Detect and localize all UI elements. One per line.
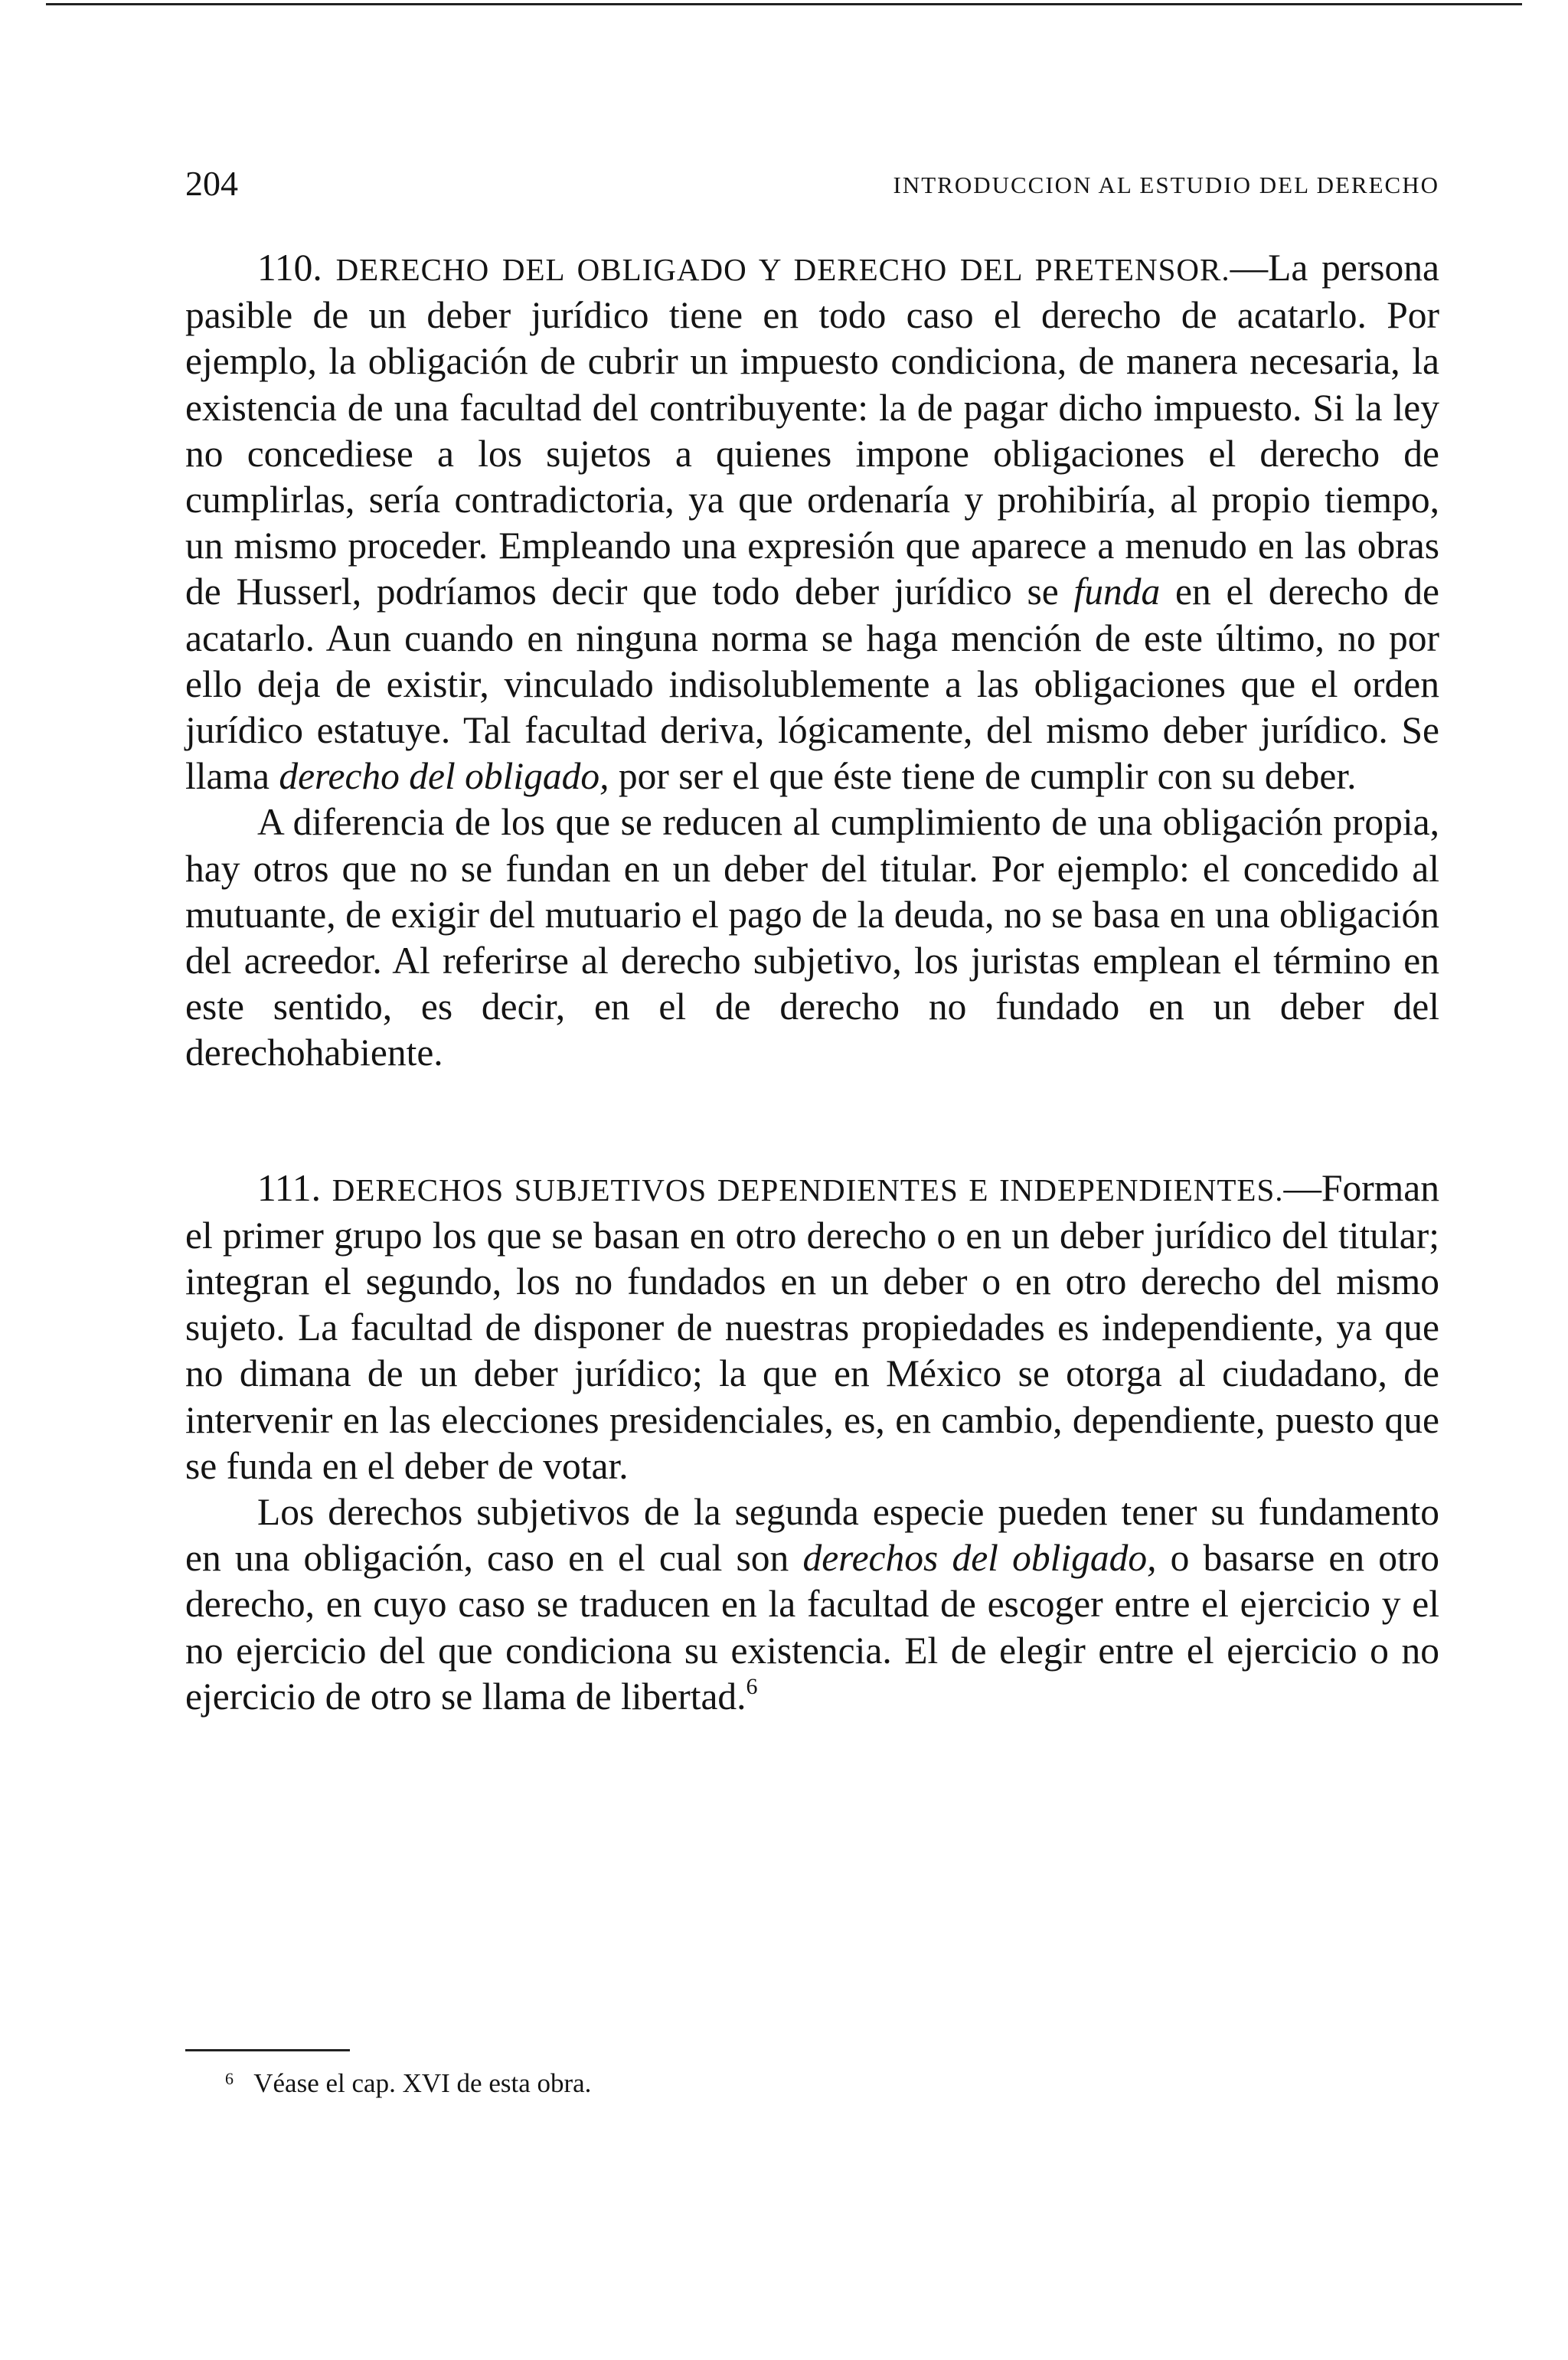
section-spacer [185, 1077, 1439, 1165]
running-head [185, 162, 1439, 205]
section-111-paragraph-2 [185, 1489, 1439, 1720]
section-111-text-a: Los derechos subjetivos de la segunda especie pueden tener su fundamento en una obligación, caso en el cual son [185, 1491, 1439, 1580]
page-number: 204 [185, 164, 238, 203]
section-110-number: 110. [257, 247, 322, 289]
footnote [225, 2066, 591, 2101]
section-111-text-b: o basarse en otro derecho, en cuyo caso se traducen en la facultad de escoger entre el ejercicio y el no ejercicio del que condiciona su existencia. El de elegir entre el ejercicio o no ejercicio de otro se llama de libertad. [185, 1537, 1440, 1718]
section-110-paragraph-1 [185, 245, 1439, 799]
section-111-number: 111. [257, 1166, 321, 1209]
footnote-reference[interactable]: 6 [746, 1673, 758, 1699]
section-111-emphasis-derechos-del-obligado: derechos del obligado, [802, 1537, 1157, 1580]
section-110-text-c: por ser el que éste tiene de cumplir con su deber. [618, 755, 1357, 798]
section-110-text-b: en el derecho de acatarlo. Aun cuando en ninguna norma se haga mención de este último, no por ello deja de existir, vinculado indisolublemente a las obligaciones que el orden jurídico estatuye. Tal facultad deriva, lógicamente, del mismo deber jurídico. Se llama [185, 570, 1440, 798]
section-110-paragraph-2: A diferencia de los que se reducen al cumplimiento de una obligación propia, hay otros que no se fundan en un deber del titular. Por ejemplo: el concedido al mutuante, de exigir del mutuario el pago de la deuda, no se basa en una obligación del acreedor. Al referirse al derecho subjetivo, los juristas emplean el término en este sentido, es decir, en el de derecho no fundado en un deber del derechohabiente. [185, 801, 1439, 1074]
section-110-emphasis-funda: funda [1073, 570, 1161, 613]
section-111-paragraph-1 [185, 1165, 1439, 1489]
section-110-text-a: —La persona pasible de un deber jurídico tiene en todo caso el derecho de acatarlo. Por ejemplo, la obligación de cubrir un impuesto condiciona, de manera necesaria, la existencia de una facultad del contribuyente: la de pagar dicho impuesto. Si la ley no concediese a los sujetos a quienes impone obligaciones el derecho de cumplirlas, sería contradictoria, ya que ordenaría y prohibiría, al propio tiempo, un mismo proceder. Empleando una expresión que aparece a menudo en las obras de Husserl, podríamos decir que todo deber jurídico se [185, 247, 1440, 613]
footnote-rule [185, 2049, 350, 2051]
section-111-text: —Forman el primer grupo los que se basan en otro derecho o en un deber jurídico del titular; integran el segundo, los no fundados en un deber o en otro derecho del mismo sujeto. La facultad de disponer de nuestras propiedades es independiente, ya que no dimana de un deber jurídico; la que en México se otorga al ciudadano, de intervenir en las elecciones presidenciales, es, en cambio, dependiente, puesto que se funda en el deber de votar. [185, 1166, 1440, 1487]
section-110-emphasis-derecho-del-obligado: derecho del obligado, [279, 755, 609, 798]
footnote-text: Véase el cap. XVI de esta obra. [253, 2068, 592, 2098]
page-body [185, 245, 1439, 1720]
running-title: INTRODUCCION AL ESTUDIO DEL DERECHO [893, 172, 1439, 198]
section-110-heading: DERECHO DEL OBLIGADO Y DERECHO DEL PRETENSOR. [335, 252, 1230, 287]
section-111-heading: DERECHOS SUBJETIVOS DEPENDIENTES E INDEPENDIENTES. [332, 1172, 1284, 1208]
top-edge-rule [46, 3, 1522, 5]
footnote-marker: 6 [225, 2069, 234, 2088]
